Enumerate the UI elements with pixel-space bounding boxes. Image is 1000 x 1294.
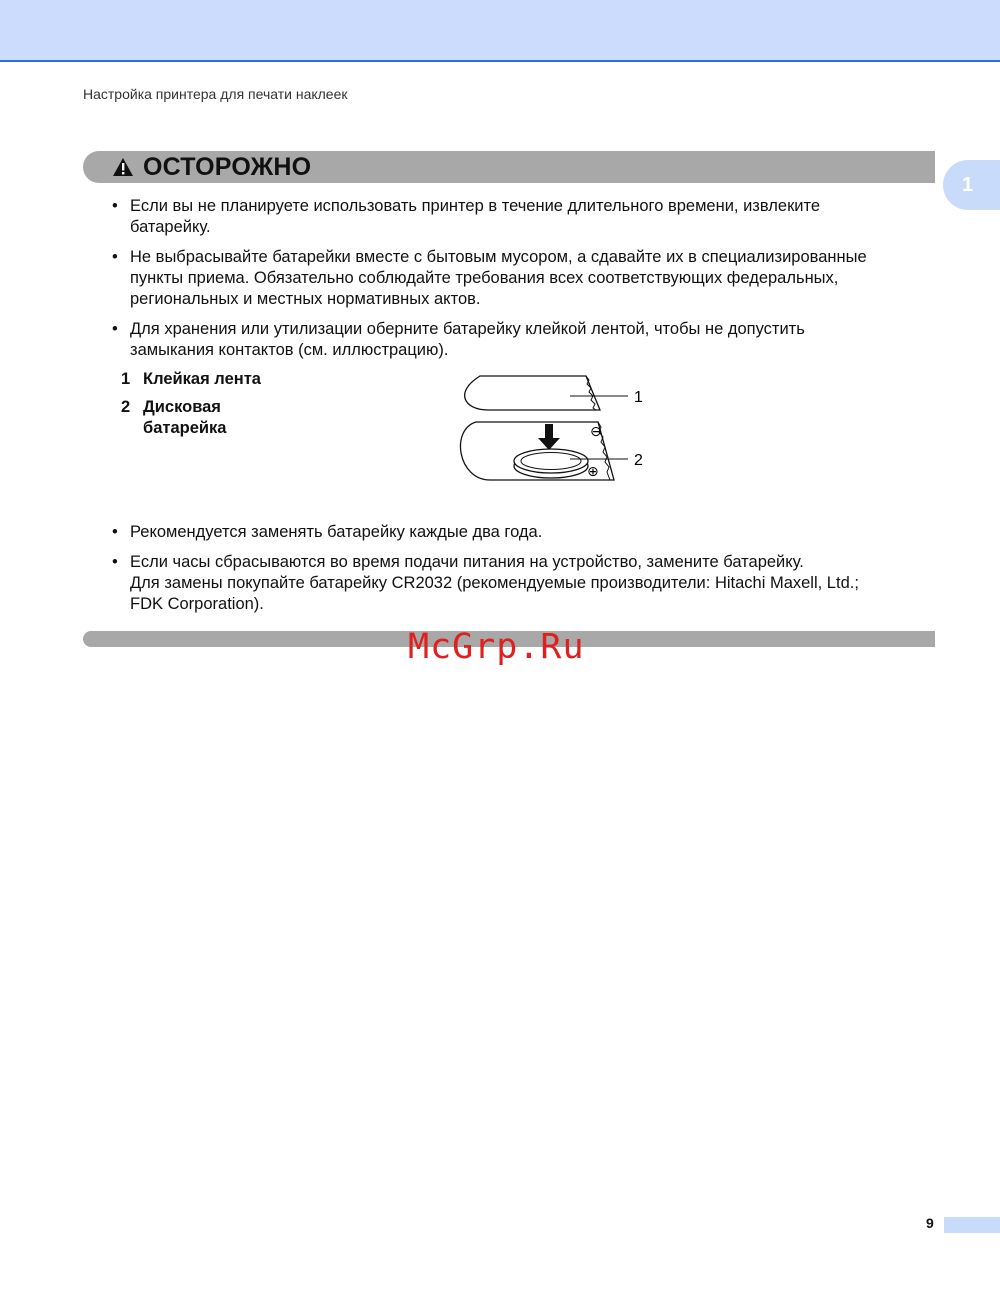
page-number: 9 — [926, 1215, 934, 1231]
bullet-item: • Рекомендуется заменять батарейку каждые два года. — [106, 522, 936, 543]
arrow-down-icon — [545, 424, 553, 438]
minus-symbol: ⊖ — [590, 424, 602, 440]
watermark: McGrp.Ru — [408, 627, 585, 667]
bullet-line: батарейку. — [130, 218, 211, 236]
legend-label: Клейкая лента — [143, 370, 261, 388]
caution-header-bar — [83, 151, 935, 183]
callout-2: 2 — [634, 452, 643, 469]
illustration-svg — [450, 370, 660, 490]
legend-number: 2 — [121, 398, 131, 416]
bullet-item: • Если часы сбрасываются во время подачи питания на устройство, замените батарейку. Для замены покупайте батарейку CR2032 (рекомендуемые производители: Hitachi Maxell, Ltd.; FDK Corporation). — [106, 552, 936, 615]
chapter-tab — [943, 160, 1000, 210]
figure-legend — [121, 369, 261, 446]
bullet-line: пункты приема. Обязательно соблюдайте требования всех соответствующих федеральных, — [130, 269, 839, 287]
bullet-line: Если вы не планируете использовать принтер в течение длительного времени, извлеките — [130, 197, 821, 215]
bullet-line: Рекомендуется заменять батарейку каждые два года. — [130, 523, 543, 541]
legend-number: 1 — [121, 370, 131, 388]
bullet-item: • Если вы не планируете использовать принтер в течение длительного времени, извлеките батарейку. — [106, 196, 936, 238]
bullet-line: Для хранения или утилизации оберните батарейку клейкой лентой, чтобы не допустить — [130, 320, 805, 338]
legend-label: Дисковая — [143, 398, 221, 416]
legend-item — [121, 369, 261, 390]
battery-tape-illustration — [450, 370, 660, 490]
caution-bullets-top — [106, 196, 936, 370]
top-header-band — [0, 0, 1000, 62]
bullet-line: Для замены покупайте батарейку CR2032 (рекомендуемые производители: Hitachi Maxell, Ltd.; — [130, 574, 859, 592]
caution-bullets-bottom — [106, 522, 936, 624]
bullet-line: Не выбрасывайте батарейки вместе с бытовым мусором, а сдавайте их в специализированные — [130, 248, 867, 266]
callout-1: 1 — [634, 389, 643, 406]
bullet-item: • Не выбрасывайте батарейки вместе с бытовым мусором, а сдавайте их в специализированные пункты приема. Обязательно соблюдайте требования всех соответствующих федеральных, региональных и местных нормативных актов. — [106, 247, 936, 310]
legend-item — [121, 397, 261, 439]
bullet-line: региональных и местных нормативных актов. — [130, 290, 481, 308]
bullet-item: • Для хранения или утилизации оберните батарейку клейкой лентой, чтобы не допустить замыкания контактов (см. иллюстрацию). — [106, 319, 936, 361]
bullet-line: Если часы сбрасываются во время подачи питания на устройство, замените батарейку. — [130, 553, 804, 571]
chapter-number: 1 — [962, 173, 974, 196]
bullet-line: FDK Corporation). — [130, 595, 264, 613]
legend-label: батарейка — [143, 419, 227, 437]
page-tab — [944, 1217, 1000, 1233]
bullet-line: замыкания контактов (см. иллюстрацию). — [130, 341, 449, 359]
warning-triangle-icon — [112, 157, 134, 177]
running-header: Настройка принтера для печати наклеек — [83, 86, 348, 102]
plus-symbol: ⊕ — [587, 464, 599, 480]
caution-title: ОСТОРОЖНО — [143, 152, 312, 181]
